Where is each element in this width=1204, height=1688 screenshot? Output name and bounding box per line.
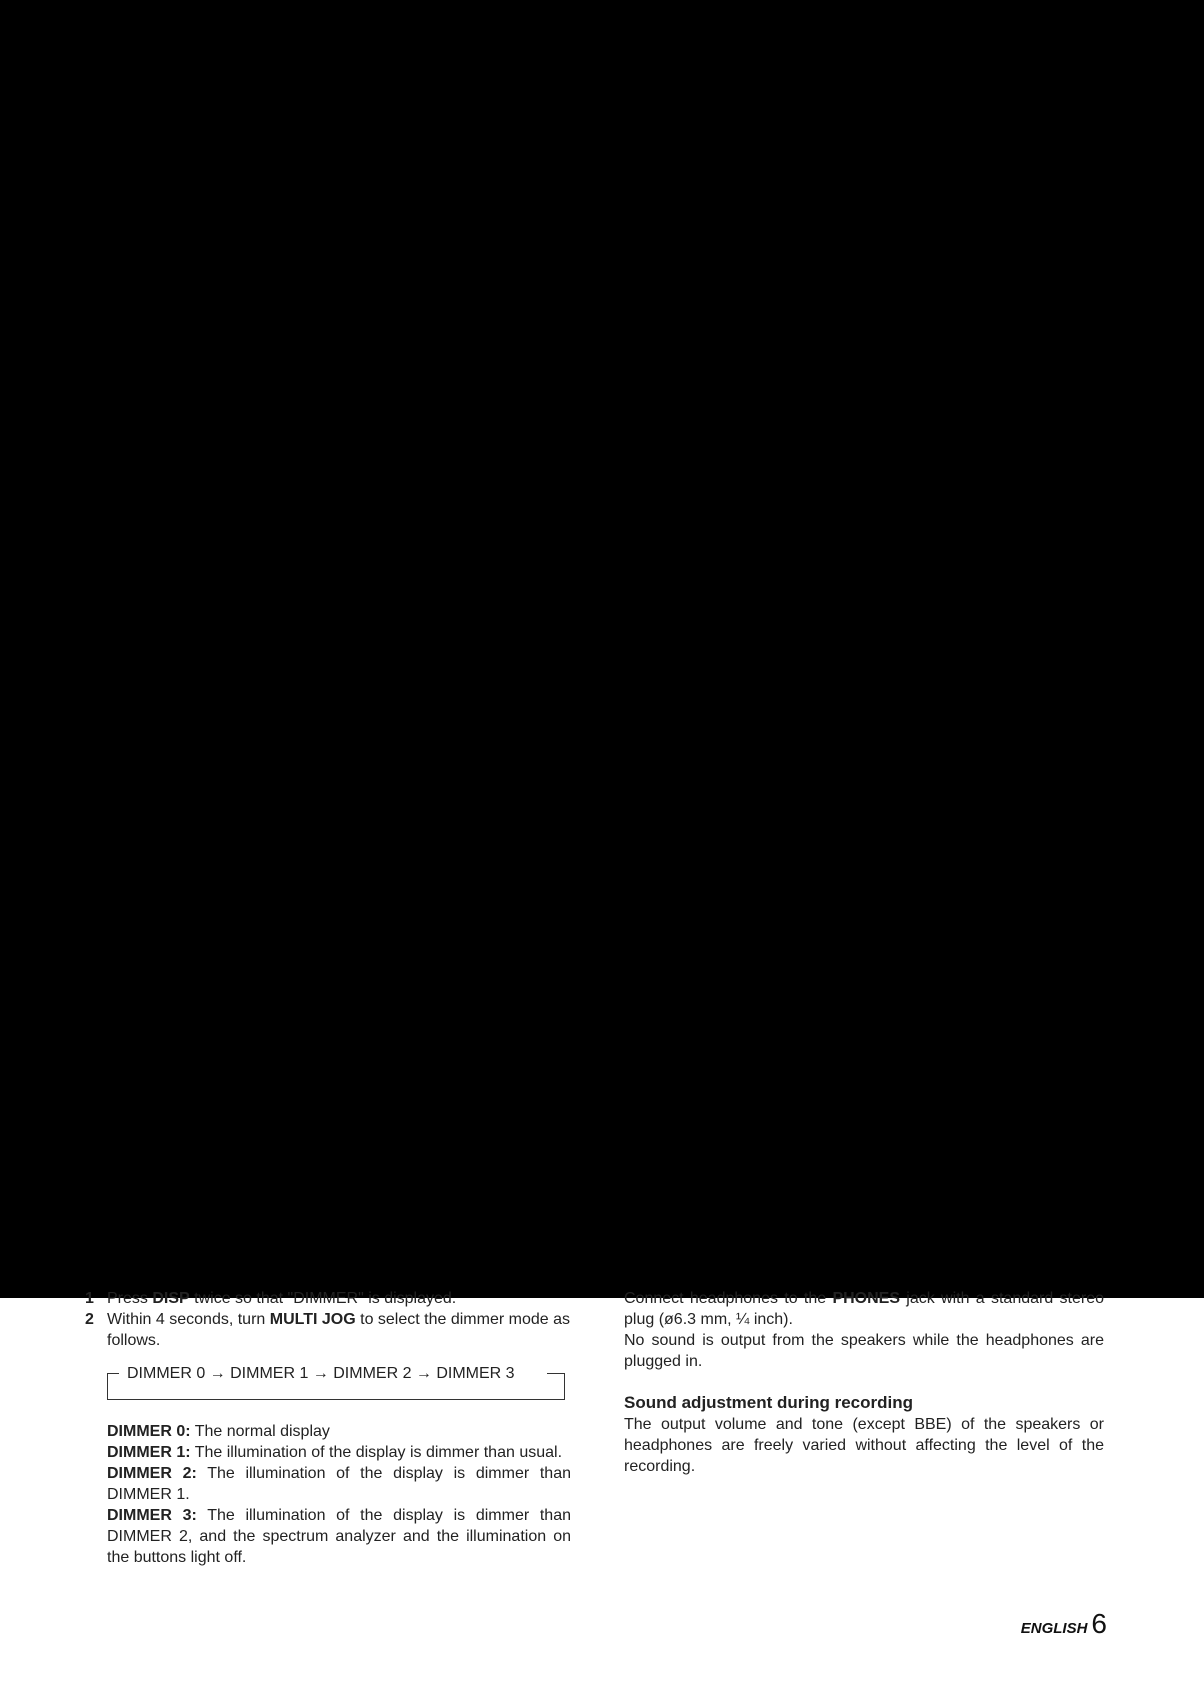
definition-desc: The illumination of the display is dimmer than usual. xyxy=(190,1444,563,1461)
phones-instruction xyxy=(624,1288,1104,1330)
definition-desc: The illumination of the display is dimmer than DIMMER 2, and the spectrum analyzer and the illumination on the buttons light off. xyxy=(107,1507,571,1566)
definition-desc: The illumination of the display is dimmer than DIMMER 1. xyxy=(107,1465,571,1503)
step-text-pre: Within 4 seconds, turn xyxy=(107,1311,270,1328)
step-2 xyxy=(85,1309,571,1351)
dimmer-flow-diagram xyxy=(107,1363,565,1403)
flow-left-vertical xyxy=(107,1373,108,1399)
definition-dimmer-0 xyxy=(107,1421,571,1442)
definition-dimmer-3 xyxy=(107,1505,571,1568)
definition-term: DIMMER 3: xyxy=(107,1507,197,1524)
section-heading: Sound adjustment during recording xyxy=(624,1393,913,1412)
phones-jack-label: PHONES xyxy=(832,1290,901,1307)
flow-top-left-stub xyxy=(107,1373,119,1374)
definition-dimmer-1 xyxy=(107,1442,571,1463)
step-text-pre: Press xyxy=(107,1290,153,1307)
step-key-label: DISP xyxy=(152,1290,190,1307)
flow-right-vertical xyxy=(564,1373,565,1400)
flow-top-right-stub xyxy=(547,1373,565,1374)
definition-term: DIMMER 0: xyxy=(107,1423,191,1440)
definition-term: DIMMER 2: xyxy=(107,1465,197,1482)
step-1 xyxy=(85,1288,571,1309)
dimmer-sequence: DIMMER 0 → DIMMER 1 → DIMMER 2 → DIMMER 3 xyxy=(127,1365,515,1382)
step-number: 1 xyxy=(85,1290,94,1307)
right-column xyxy=(624,1288,1104,1477)
flow-bottom-line xyxy=(107,1399,565,1400)
footer-language: ENGLISH xyxy=(1020,1620,1088,1637)
step-text-post: twice so that "DIMMER" is displayed. xyxy=(189,1290,457,1307)
left-column xyxy=(85,1288,571,1568)
section-body: The output volume and tone (except BBE) of the speakers or headphones are freely varied without affecting the level of the recording. xyxy=(624,1416,1104,1475)
phones-text-post: jack with a standard stereo plug (ø6.3 mm, ¼ inch). xyxy=(624,1290,1105,1328)
phones-note: No sound is output from the speakers while the headphones are plugged in. xyxy=(624,1332,1104,1370)
definition-dimmer-2 xyxy=(107,1463,571,1505)
page-footer xyxy=(1021,1608,1107,1640)
step-number: 2 xyxy=(85,1311,94,1328)
definition-desc: The normal display xyxy=(190,1423,330,1440)
step-text-post: to select the dimmer mode as follows. xyxy=(107,1311,570,1349)
step-key-label: MULTI JOG xyxy=(269,1311,356,1328)
phones-text-pre: Connect headphones to the xyxy=(624,1290,833,1307)
page-number: 6 xyxy=(1091,1608,1107,1639)
dimmer-definitions xyxy=(107,1421,571,1568)
definition-term: DIMMER 1: xyxy=(107,1444,191,1461)
